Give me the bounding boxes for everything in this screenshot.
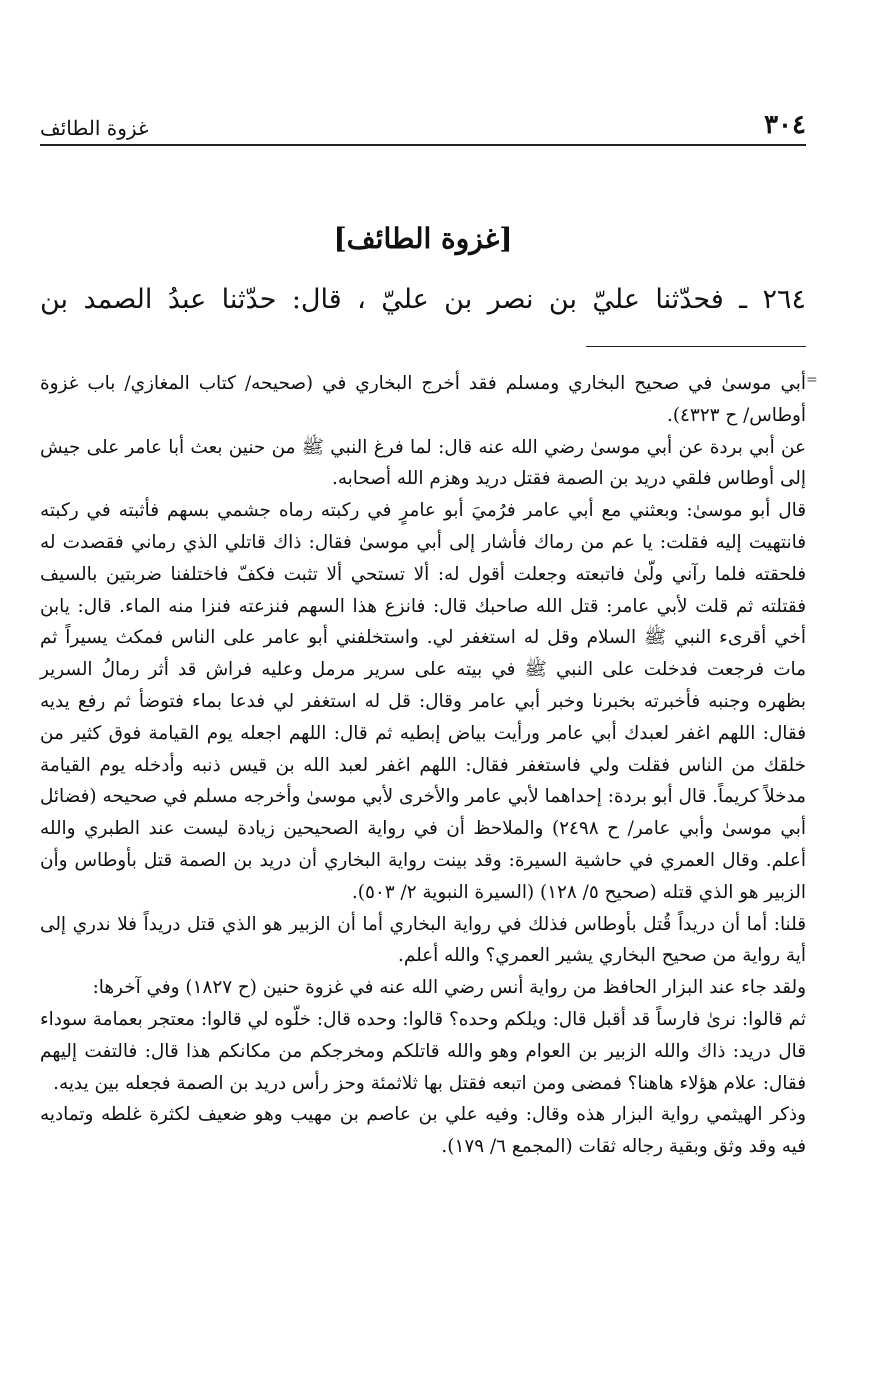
hadith-text: ٢٦٤ ـ فحدّثنا عليّ بن نصر بن عليّ ، قال: حدّثنا عبدُ الصمد بن [40,284,806,315]
page-number: ٣٠٤ [764,110,806,140]
section-title: [غزوة الطائف] [333,222,513,255]
footnotes [40,368,806,1163]
footnote-paragraph: وذكر الهيثمي رواية البزار هذه وقال: وفيه علي بن عاصم بن مهيب وهو ضعيف لكثرة غلطه وتماديه فيه وقد وثق وبقية رجاله ثقات (المجمع ٦/ ١٧٩). [40,1104,806,1158]
footnote-paragraph: ثم قالوا: نرىٰ فارساً قد أقبل قال: ويلكم وحده؟ قالوا: وحده قال: خلّوه لي قالوا: معتجر بعمامة سوداء قال دريد: ذاك والله الزبير بن العوام وهو والله قاتلكم ومخرجكم من مكانكم هذا قال: فالتفت إليهم فقال: علام هؤلاء هاهنا؟ فمضى ومن اتبعه فقتل بها ثلاثمئة وحز رأس دريد بن الصمة فجعله بين يديه. [40,1008,806,1094]
footnote-paragraph: عن أبي بردة عن أبي موسىٰ رضي الله عنه قال: لما فرغ النبي ﷺ من حنين بعث أبا عامر على جيش إلى أوطاس فلقي دريد بن الصمة فقتل دريد وهزم الله أصحابه. [40,436,806,490]
footnote-paragraph: أبي موسىٰ في صحيح البخاري ومسلم فقد أخرج البخاري في (صحيحه/ كتاب المغازي/ باب غزوة أوطاس/ ح ٤٣٢٣). [40,373,806,426]
footnote-paragraph: قلنا: أما أن دريداً قُتل بأوطاس فذلك في رواية البخاري أما أن الزبير هو الذي قتل دريداً فلا ندري إلى أية رواية من صحيح البخاري يشير العمري؟ والله أعلم. [40,913,806,967]
footnote-marker-icon: = [806,372,818,388]
footnote-paragraph: ولقد جاء عند البزار الحافظ من رواية أنس رضي الله عنه في غزوة حنين (ح ١٨٢٧) وفي آخرها: [92,977,806,999]
running-title: غزوة الطائف [40,116,149,140]
running-header [40,100,806,146]
footnote-paragraph: قال أبو موسىٰ: وبعثني مع أبي عامر فرُميَ أبو عامرٍ في ركبته رماه جشمي بسهم فأثبته في ركبته فانتهيت إليه فقلت: يا عم من رماك فأشار إلى أبي موسىٰ فقال: ذاك قاتلي الذي رماني فقصدت له فلحقته فلما رآني ولّىٰ فاتبعته وجعلت أقول له: ألا تستحي ألا تثبت فكفّ فاختلفنا ضربتين بالسيف فقتلته ثم قلت لأبي عامر: قتل الله صاحبك قال: فانزع هذا السهم فنزعته فنزا منه الماء. قال: يابن أخي أقرىء النبي ﷺ السلام وقل له استغفر لي. واستخلفني أبو عامر على الناس فمكث يسيراً ثم مات فرجعت فدخلت على النبي ﷺ في بيته على سرير مرمل وعليه فراش قد أثر رمالُ السرير بظهره وجنبه فأخبرته بخبرنا وخبر أبي عامر وقال: قل له استغفر لي فدعا بماء فتوضأ ثم رفع يديه فقال: اللهم اغفر لعبدك أبي عامر ورأيت بياض إبطيه ثم قال: اللهم اجعله يوم القيامة فوق كثير من خلقك من الناس فقلت ولي فاستغفر فقال: اللهم اغفر لعبد الله بن قيس ذنبه وأدخله يوم القيامة مدخلاً كريماً. قال أبو بردة: إحداهما لأبي عامر والأخرى لأبي موسىٰ وأخرجه مسلم في صحيحه (فضائل أبي موسىٰ وأبي عامر/ ح ٢٤٩٨) والملاحظ أن في رواية الصحيحين زيادة ليست عند الطبري والله أعلم. وقال العمري في حاشية السيرة: وقد بينت رواية البخاري أن دريد بن الصمة قتل بأوطاس وأن الزبير هو الذي قتله (صحيح ٥/ ١٢٨) (السيرة النبوية ٢/ ٥٠٣). [40,500,806,903]
footnote-separator [586,346,806,347]
